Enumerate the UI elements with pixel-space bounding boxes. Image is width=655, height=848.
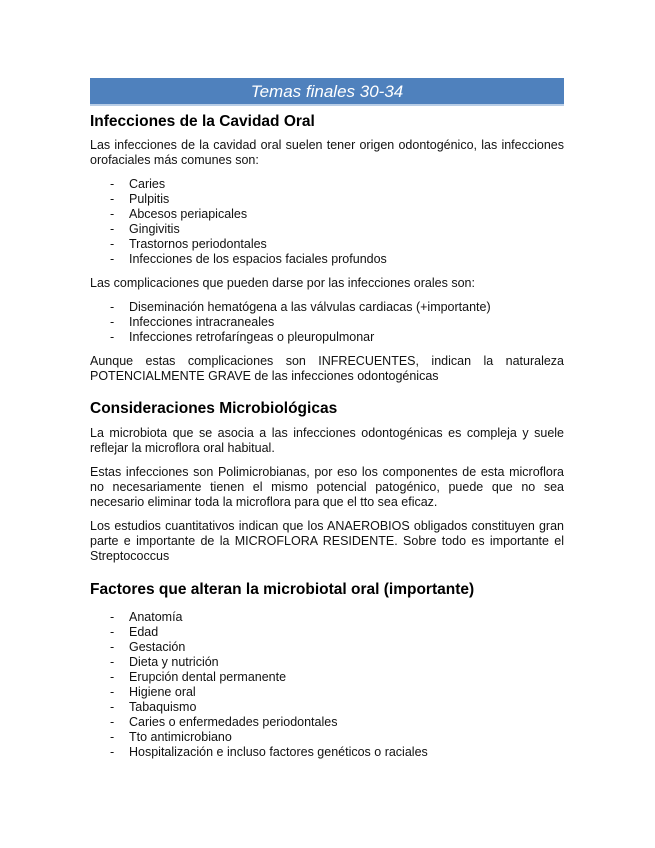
list-item: - Caries [110, 177, 166, 191]
document-page [90, 78, 564, 760]
list-item: - Infecciones de los espacios faciales profundos [110, 252, 387, 266]
list-item: - Hospitalización e incluso factores genéticos o raciales [110, 745, 428, 759]
list-item: - Anatomía [110, 610, 183, 624]
list-factors [90, 610, 564, 760]
paragraph-polymicrobial: Estas infecciones son Polimicrobianas, por eso los componentes de esta microflora no necesariamente tienen el mismo potencial patogénico, puede que no sea necesario eliminar toda la microflora para que el tto sea eficaz. [90, 465, 564, 509]
list-item: - Gingivitis [110, 222, 180, 236]
list-item: - Diseminación hematógena a las válvulas cardiacas (+importante) [110, 300, 491, 314]
paragraph-intro: Las infecciones de la cavidad oral suelen tener origen odontogénico, las infecciones orofaciales más comunes son: [90, 138, 564, 167]
list-complications [90, 300, 564, 345]
list-item: - Abcesos periapicales [110, 207, 248, 221]
section-heading-oral-infections: Infecciones de la Cavidad Oral [90, 113, 315, 130]
list-item: - Tto antimicrobiano [110, 730, 232, 744]
list-item: - Edad [110, 625, 159, 639]
list-item: - Infecciones retrofaríngeas o pleuropulmonar [110, 330, 375, 344]
paragraph-microbiota: La microbiota que se asocia a las infecciones odontogénicas es compleja y suele reflejar la microflora oral habitual. [90, 426, 564, 455]
list-item: - Gestación [110, 640, 186, 654]
list-item: - Erupción dental permanente [110, 670, 287, 684]
list-item: - Tabaquismo [110, 700, 197, 714]
section-heading-microbiology: Consideraciones Microbiológicas [90, 400, 338, 417]
list-item: - Caries o enfermedades periodontales [110, 715, 338, 729]
list-item: - Trastornos periodontales [110, 237, 267, 251]
paragraph-anaerobes: Los estudios cuantitativos indican que los ANAEROBIOS obligados constituyen gran parte e importante de la MICROFLORA RESIDENTE. Sobre todo es importante el Streptococcus [90, 519, 564, 563]
section-heading-factors: Factores que alteran la microbiotal oral (importante) [90, 581, 475, 598]
list-item: - Higiene oral [110, 685, 196, 699]
list-common-infections [90, 177, 564, 267]
list-item: - Dieta y nutrición [110, 655, 219, 669]
list-item: - Infecciones intracraneales [110, 315, 275, 329]
paragraph-complications-note: Aunque estas complicaciones son INFRECUENTES, indican la naturaleza POTENCIALMENTE GRAVE de las infecciones odontogénicas [90, 354, 564, 383]
list-item: - Pulpitis [110, 192, 170, 206]
title-banner: Temas finales 30-34 [90, 78, 564, 106]
paragraph-complications-intro: Las complicaciones que pueden darse por las infecciones orales son: [90, 276, 475, 290]
